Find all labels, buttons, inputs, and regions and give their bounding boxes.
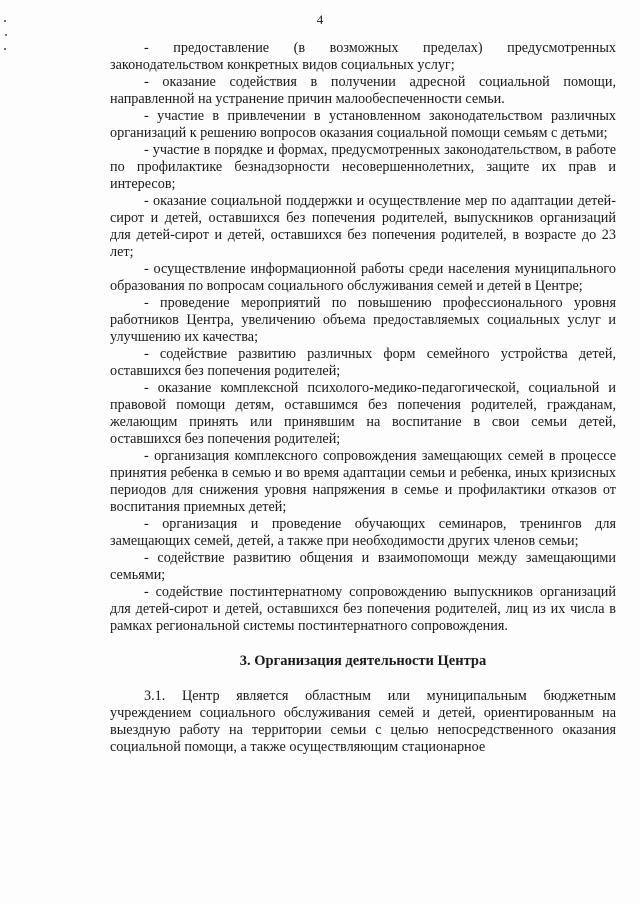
list-item: - содействие постинтернатному сопровождению выпускников организаций для детей-сирот и детей, оставшихся без попечения родителей, лиц из их числа в рамках региональной системы постинтернатного сопровождения. xyxy=(110,584,616,634)
scan-margin-marks xyxy=(4,20,10,60)
list-item: - оказание социальной поддержки и осуществление мер по адаптации детей-сирот и детей, оставшихся без попечения родителей, выпускников организаций для детей-сирот и детей, оставшихся без попечения родителей, в возрасте до 23 лет; xyxy=(110,193,616,260)
list-item: - проведение мероприятий по повышению профессионального уровня работников Центра, увеличению объема предоставляемых социальных услуг и улучшению их качества; xyxy=(110,295,616,345)
section-paragraph: 3.1. Центр является областным или муниципальным бюджетным учреждением социального обслуживания семей и детей, ориентированным на выездную работу на территории семьи с целью непосредственного оказания социальной помощи, а также осуществляющим стационарное xyxy=(110,688,616,755)
page-number: 4 xyxy=(316,12,324,27)
scan-speck xyxy=(5,34,7,36)
section-heading: 3. Организация деятельности Центра xyxy=(239,653,487,669)
list-item: - оказание содействия в получении адресной социальной помощи, направленной на устранение причин малообеспеченности семьи. xyxy=(110,74,616,107)
list-item: - оказание комплексной психолого-медико-педагогической, социальной и правовой помощи детям, оставшимся без попечения родителей, гражданам, желающим принять или принявшим на воспитание в свои семьи детей, оставшихся без попечения родителей; xyxy=(110,380,616,447)
list-item: - предоставление (в возможных пределах) предусмотренных законодательством конкретных видов социальных услуг; xyxy=(110,40,616,73)
list-item: - участие в порядке и формах, предусмотренных законодательством, в работе по профилактике безнадзорности несовершеннолетних, защите их прав и интересов; xyxy=(110,142,616,192)
list-item: - содействие развитию общения и взаимопомощи между замещающими семьями; xyxy=(110,550,616,583)
list-item: - организация и проведение обучающих семинаров, тренингов для замещающих семей, детей, а также при необходимости других членов семьи; xyxy=(110,516,616,549)
list-item: - содействие развитию различных форм семейного устройства детей, оставшихся без попечения родителей; xyxy=(110,346,616,379)
scan-speck xyxy=(4,20,6,22)
list-item: - осуществление информационной работы среди населения муниципального образования по вопросам социального обслуживания семей и детей в Центре; xyxy=(110,261,616,294)
scan-speck xyxy=(4,48,6,50)
list-item: - организация комплексного сопровождения замещающих семей в процессе принятия ребенка в семью и во время адаптации семьи и ребенка, иных кризисных периодов для снижения уровня напряжения в семье и профилактики отказов от воспитания приемных детей; xyxy=(110,448,616,515)
list-item: - участие в привлечении в установленном законодательством различных организаций к решению вопросов оказания социальной помощи семьям с детьми; xyxy=(110,108,616,141)
document-body xyxy=(110,40,616,756)
